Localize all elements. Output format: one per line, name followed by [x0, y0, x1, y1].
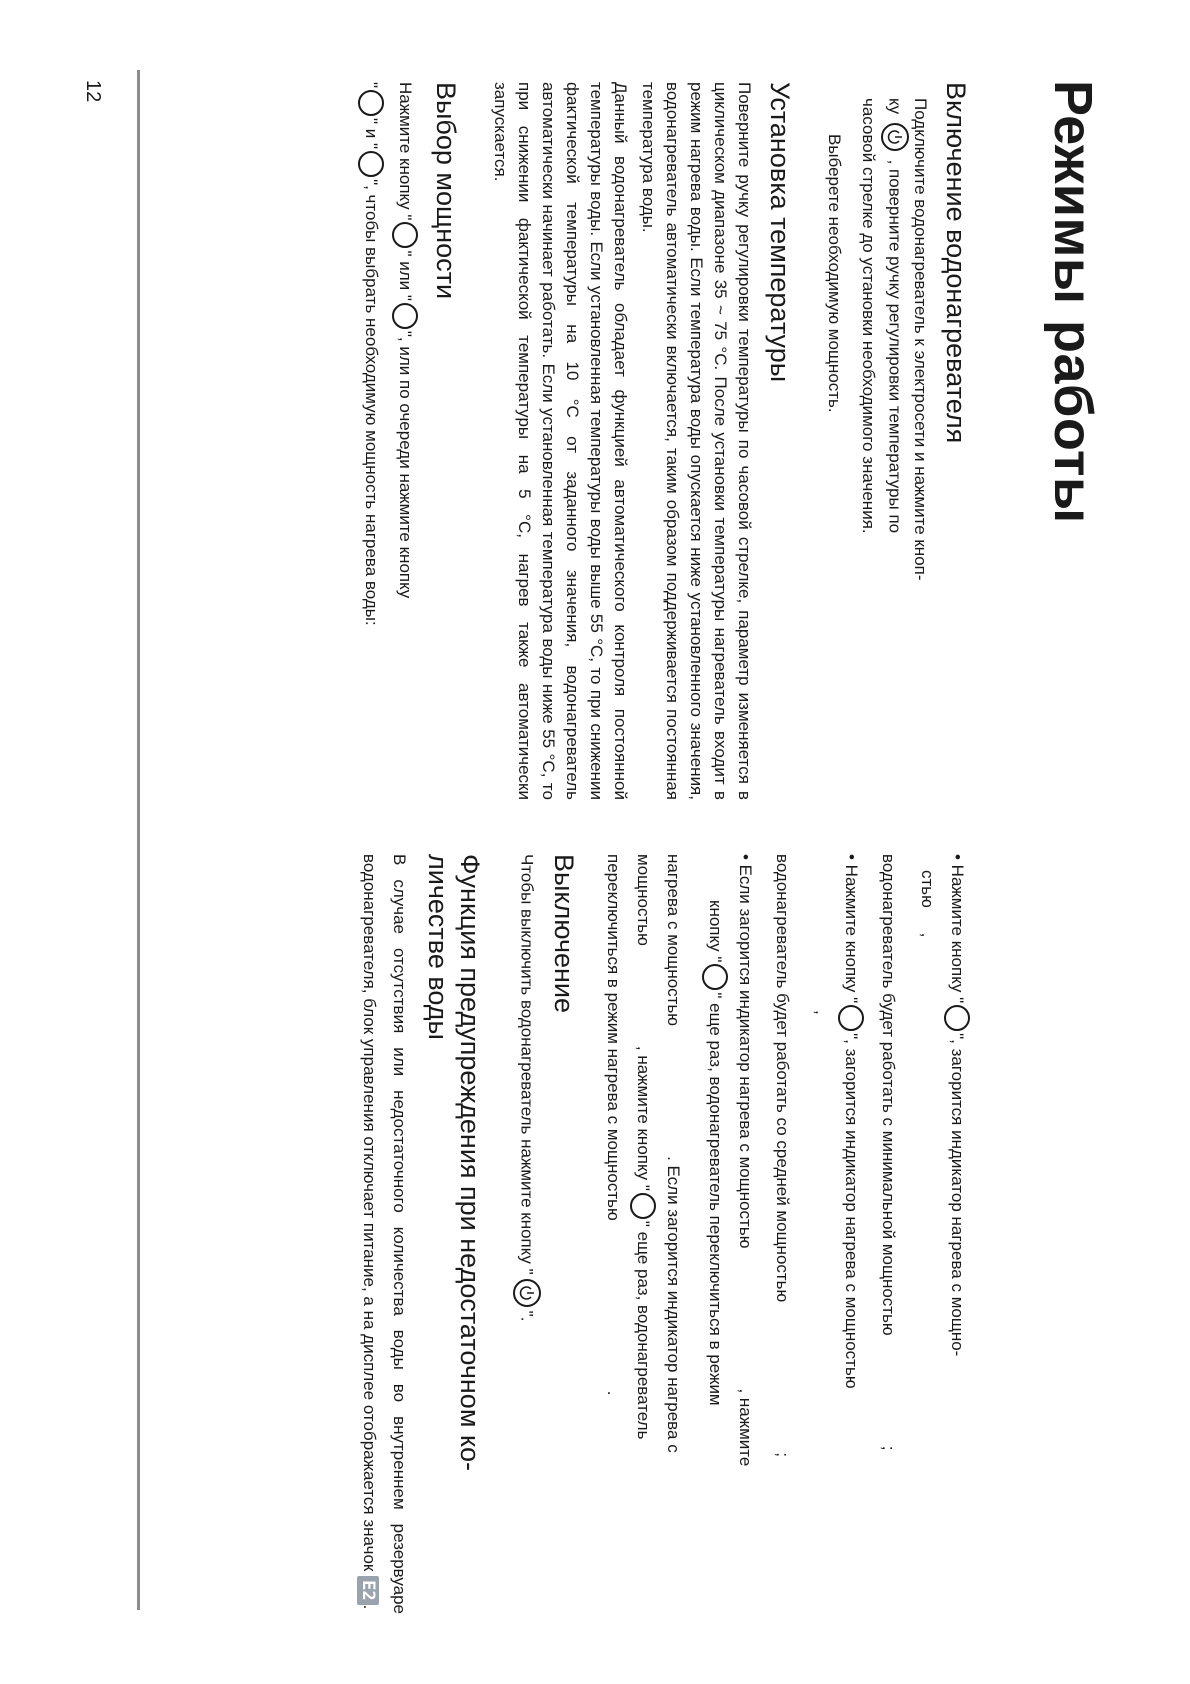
power-level-button-icon	[630, 1193, 656, 1219]
text: ,	[918, 932, 937, 938]
section-heading: Выбор мощности	[431, 82, 461, 300]
left-column	[328, 82, 972, 800]
text: . Если загорится индикатор нагрева с	[664, 1156, 683, 1453]
text: ", или по очереди нажмите кнопку	[396, 330, 415, 599]
text: Чтобы выключить водонагреватель нажмите кнопку "	[517, 854, 537, 1275]
section-heading: Включение водонагревателя	[941, 82, 971, 444]
page-title: Режимы работы	[1043, 80, 1103, 524]
text: • Нажмите кнопку "	[948, 854, 967, 1004]
text: " и "	[362, 118, 381, 150]
text: часовой стрелке до установки необходимого значения.	[859, 98, 878, 534]
power-button-icon	[881, 123, 909, 151]
power-button-icon	[513, 1279, 541, 1307]
text: личестве воды	[423, 854, 453, 1040]
section-heading: Выключение	[549, 854, 579, 1014]
section-power-off	[512, 854, 580, 1614]
text: ,	[812, 1010, 831, 1015]
section-low-water-warning	[354, 854, 486, 1614]
power-level-button-icon	[392, 303, 418, 329]
power-level-button-icon	[944, 1005, 970, 1031]
text: ;	[879, 1445, 898, 1451]
paragraph	[354, 82, 422, 800]
page-number: 12	[82, 80, 104, 103]
bullet-item	[806, 854, 866, 1614]
section-heading	[422, 854, 486, 1614]
text: нагрева с мощностью	[664, 854, 683, 1027]
horizontal-rule	[137, 70, 140, 1610]
power-level-button-icon	[392, 222, 418, 248]
text: ку	[885, 98, 905, 115]
text: ;	[773, 1452, 792, 1458]
text-line	[598, 854, 688, 1614]
text: водонагреватель будет работать со средней мощностью	[773, 854, 792, 1303]
e2-error-icon: E2	[357, 1576, 379, 1604]
paragraph: Поверните ручку регулировки температуры по часовой стрелке, параметр изменяется в циклическом диапазоне 35 ~ 75 °C. После установки температуры нагреватель входит в режим нагрева воды. Если температура воды опускается ниже установленного значения, водонагреватель автоматически включается, таким образом поддерживается постоянная температура воды.	[639, 82, 754, 800]
text: ".	[517, 1310, 537, 1322]
section-temperature	[488, 82, 796, 800]
power-level-button-icon	[358, 151, 384, 177]
paragraph: Выберете необходимую мощность.	[825, 134, 844, 413]
bullet-item	[912, 854, 972, 1614]
text: мощностью	[634, 854, 653, 946]
text: • Если загорится индикатор нагрева с мощностью	[736, 854, 755, 1249]
section-power-select	[354, 82, 462, 800]
section-power-on	[822, 82, 972, 800]
power-level-button-icon	[702, 964, 728, 990]
power-level-button-icon	[358, 90, 384, 116]
text: , поверните ручку регулировки температуры по	[885, 159, 905, 534]
text: переключиться в режим нагрева с мощностью	[604, 854, 623, 1221]
text: кнопку "	[706, 900, 725, 963]
text: стью	[918, 870, 937, 908]
text: Функция предупреждения при недостаточном ко-	[455, 854, 485, 1472]
text: " еще раз, водонагреватель переключиться в режим	[706, 992, 725, 1406]
text: , нажмите кнопку "	[634, 1045, 653, 1191]
paragraph: Данный водонагреватель обладает функцией автоматического контроля постоянной температуры воды. Если установленная температуры воды выше 55 °C, то при снижении фактической температуры на 10 °C от заданного значения, водонагреватель автоматически начинает работать. Если установленная температура воды ниже 55 °C, то при снижении фактической температуры на 5 °C, нагрев также автоматически запускается.	[491, 82, 630, 800]
power-level-button-icon	[838, 1005, 864, 1031]
paragraph	[354, 854, 414, 1614]
text: " еще раз, водонагреватель	[634, 1220, 653, 1440]
text: ", загорится индикатор нагрева с мощностью	[842, 1033, 861, 1389]
bullet-item	[700, 854, 760, 1614]
text-line	[876, 854, 900, 1614]
text: ", чтобы выбрать необходимую мощность нагрева воды:	[362, 179, 381, 626]
paragraph	[856, 82, 932, 800]
text: .	[360, 1604, 379, 1610]
right-column	[328, 854, 972, 1614]
text: • Нажмите кнопку "	[842, 854, 861, 1004]
text: В случае отсутствия или недостаточного количества воды во внутреннем резервуаре водонагревателя, блок управления отключает питание, а на дисплее отображается значок	[360, 854, 409, 1614]
text: , нажмите	[736, 1388, 755, 1467]
text: " или "	[396, 250, 415, 301]
text: водонагреватель будет работать с минимальной мощностью	[879, 854, 898, 1336]
text: "	[362, 82, 381, 89]
text: Подключите водонагреватель к электросети и нажмите кноп-	[911, 98, 930, 581]
text: .	[604, 1390, 623, 1396]
section-heading: Установка температуры	[765, 82, 795, 383]
text: ", загорится индикатор нагрева с мощно-	[948, 1033, 967, 1357]
text: Нажмите кнопку "	[396, 82, 415, 221]
paragraph	[512, 854, 540, 1614]
text-line	[770, 854, 794, 1614]
